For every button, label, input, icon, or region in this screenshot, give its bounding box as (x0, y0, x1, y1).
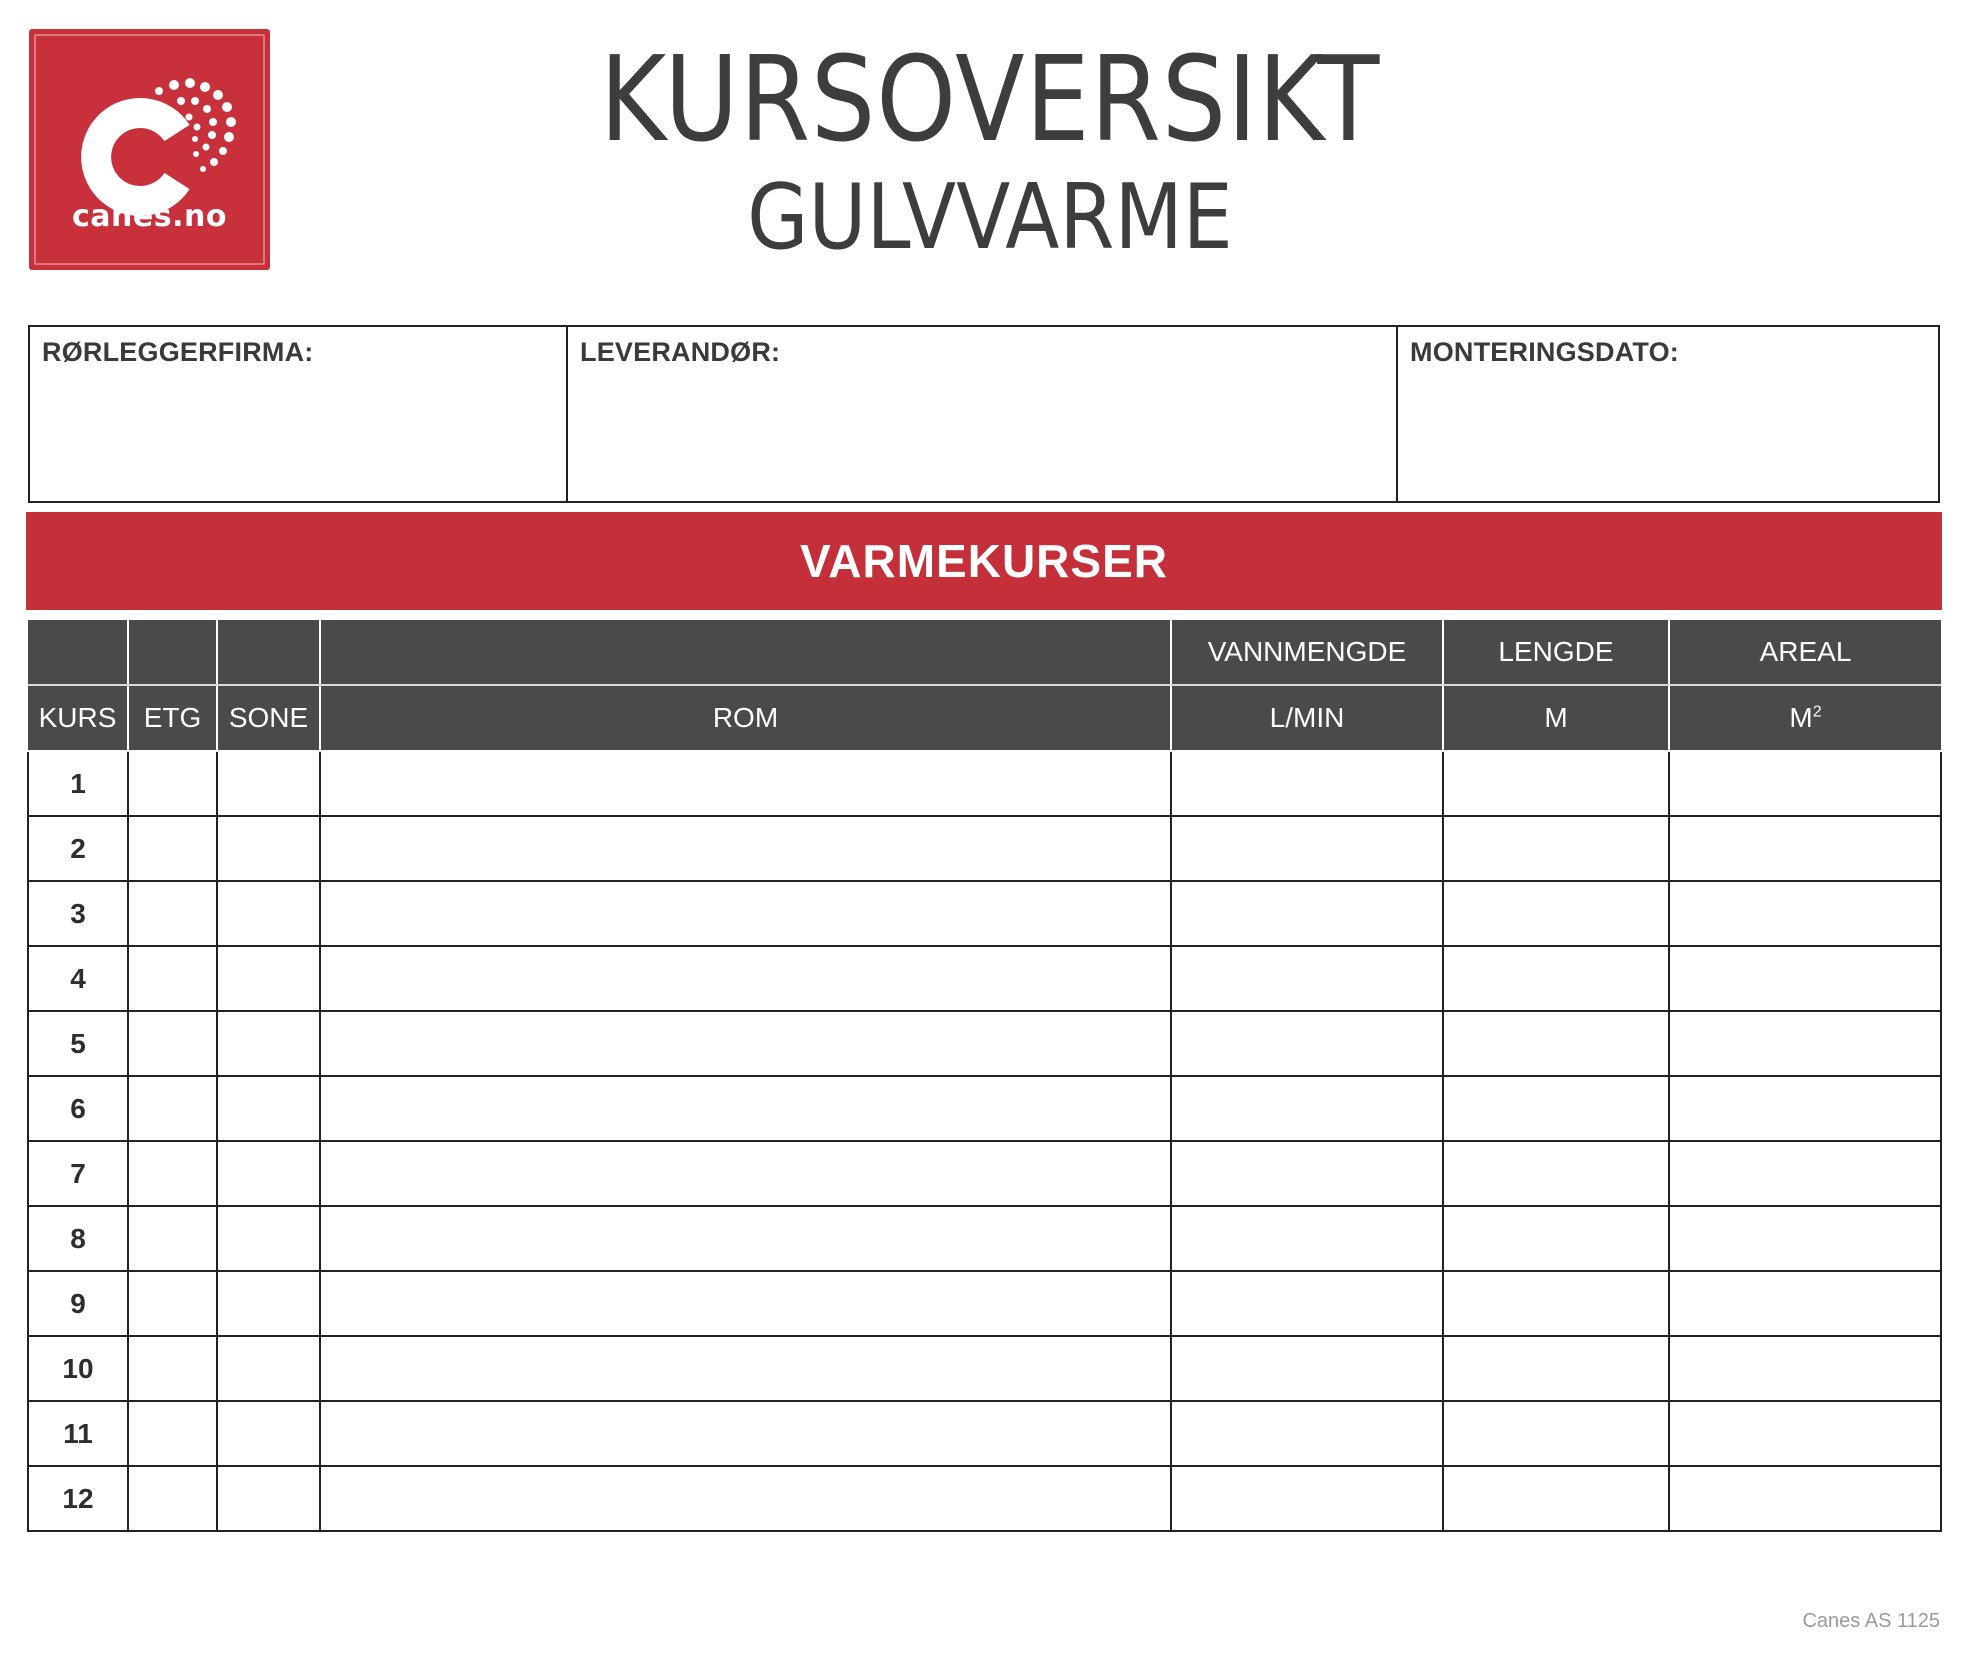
table-body (28, 751, 1941, 1531)
flow-cell[interactable] (1171, 1401, 1443, 1466)
table-row (28, 1011, 1941, 1076)
rom-cell[interactable] (320, 881, 1171, 946)
flow-cell[interactable] (1171, 1206, 1443, 1271)
sone-cell[interactable] (217, 1401, 320, 1466)
header-etg: ETG (128, 685, 217, 751)
rom-cell[interactable] (320, 1271, 1171, 1336)
sone-cell[interactable] (217, 1011, 320, 1076)
header-flow-unit: L/MIN (1171, 685, 1443, 751)
length-cell[interactable] (1443, 881, 1669, 946)
kurs-cell: 1 (28, 751, 128, 816)
area-unit-superscript: 2 (1812, 703, 1822, 721)
sone-cell[interactable] (217, 946, 320, 1011)
flow-cell[interactable] (1171, 1466, 1443, 1531)
plumber-field[interactable] (30, 327, 566, 501)
header-area-unit (1669, 685, 1941, 751)
header-rom: ROM (320, 685, 1171, 751)
area-cell[interactable] (1669, 946, 1941, 1011)
table-row (28, 881, 1941, 946)
length-cell[interactable] (1443, 1076, 1669, 1141)
etg-cell[interactable] (128, 1011, 217, 1076)
header-length-unit: M (1443, 685, 1669, 751)
rom-cell[interactable] (320, 751, 1171, 816)
area-cell[interactable] (1669, 751, 1941, 816)
sone-cell[interactable] (217, 1271, 320, 1336)
sone-cell[interactable] (217, 751, 320, 816)
etg-cell[interactable] (128, 751, 217, 816)
sone-cell[interactable] (217, 1466, 320, 1531)
etg-cell[interactable] (128, 816, 217, 881)
rom-cell[interactable] (320, 1206, 1171, 1271)
table-row (28, 1206, 1941, 1271)
length-cell[interactable] (1443, 1271, 1669, 1336)
area-cell[interactable] (1669, 1466, 1941, 1531)
area-unit-text: M (1789, 702, 1813, 733)
rom-cell[interactable] (320, 1076, 1171, 1141)
info-fields (28, 325, 1940, 503)
kurs-cell: 10 (28, 1336, 128, 1401)
footer-code: Canes AS 1125 (1802, 1610, 1940, 1632)
etg-cell[interactable] (128, 1206, 217, 1271)
kurs-cell: 4 (28, 946, 128, 1011)
logo-text: canes.no (72, 199, 227, 234)
header-empty-cell (28, 620, 128, 685)
flow-cell[interactable] (1171, 946, 1443, 1011)
header-kurs: KURS (28, 685, 128, 751)
etg-cell[interactable] (128, 881, 217, 946)
kurs-cell: 2 (28, 816, 128, 881)
area-cell[interactable] (1669, 1401, 1941, 1466)
rom-cell[interactable] (320, 1466, 1171, 1531)
flow-cell[interactable] (1171, 1141, 1443, 1206)
length-cell[interactable] (1443, 1336, 1669, 1401)
etg-cell[interactable] (128, 946, 217, 1011)
flow-cell[interactable] (1171, 1271, 1443, 1336)
area-cell[interactable] (1669, 881, 1941, 946)
etg-cell[interactable] (128, 1271, 217, 1336)
etg-cell[interactable] (128, 1141, 217, 1206)
length-cell[interactable] (1443, 1466, 1669, 1531)
header-empty-cell (128, 620, 217, 685)
kurs-cell: 5 (28, 1011, 128, 1076)
heating-circuits-table (27, 620, 1942, 1532)
canes-logo (29, 29, 270, 270)
kurs-cell: 7 (28, 1141, 128, 1206)
area-cell[interactable] (1669, 1141, 1941, 1206)
kurs-cell: 12 (28, 1466, 128, 1531)
table-row (28, 1401, 1941, 1466)
sone-cell[interactable] (217, 1336, 320, 1401)
table-row (28, 1076, 1941, 1141)
etg-cell[interactable] (128, 1336, 217, 1401)
sone-cell[interactable] (217, 881, 320, 946)
etg-cell[interactable] (128, 1401, 217, 1466)
sone-cell[interactable] (217, 1076, 320, 1141)
kurs-cell: 9 (28, 1271, 128, 1336)
area-cell[interactable] (1669, 1271, 1941, 1336)
kurs-cell: 6 (28, 1076, 128, 1141)
length-cell[interactable] (1443, 816, 1669, 881)
rom-cell[interactable] (320, 1401, 1171, 1466)
flow-cell[interactable] (1171, 881, 1443, 946)
header-area: AREAL (1669, 620, 1941, 685)
length-cell[interactable] (1443, 751, 1669, 816)
supplier-field[interactable] (566, 327, 1396, 501)
kurs-cell: 11 (28, 1401, 128, 1466)
date-label: MONTERINGSDATO: (1410, 337, 1679, 367)
table-row (28, 1336, 1941, 1401)
header-length: LENGDE (1443, 620, 1669, 685)
etg-cell[interactable] (128, 1076, 217, 1141)
header-row-top (28, 620, 1941, 685)
rom-cell[interactable] (320, 816, 1171, 881)
header-flow: VANNMENGDE (1171, 620, 1443, 685)
rom-cell[interactable] (320, 946, 1171, 1011)
table-row (28, 1466, 1941, 1531)
area-cell[interactable] (1669, 1011, 1941, 1076)
area-cell[interactable] (1669, 816, 1941, 881)
flow-cell[interactable] (1171, 816, 1443, 881)
plumber-label: RØRLEGGERFIRMA: (42, 337, 314, 367)
length-cell[interactable] (1443, 946, 1669, 1011)
flow-cell[interactable] (1171, 1011, 1443, 1076)
header-row-bottom (28, 685, 1941, 751)
kurs-cell: 8 (28, 1206, 128, 1271)
header-empty-cell (217, 620, 320, 685)
flow-cell[interactable] (1171, 1076, 1443, 1141)
etg-cell[interactable] (128, 1466, 217, 1531)
section-banner: VARMEKURSER (26, 512, 1942, 610)
kurs-cell: 3 (28, 881, 128, 946)
rom-cell[interactable] (320, 1011, 1171, 1076)
length-cell[interactable] (1443, 1141, 1669, 1206)
table-row (28, 1141, 1941, 1206)
page-title: KURSOVERSIKT (599, 30, 1381, 168)
flow-cell[interactable] (1171, 751, 1443, 816)
table-row (28, 816, 1941, 881)
area-cell[interactable] (1669, 1206, 1941, 1271)
length-cell[interactable] (1443, 1401, 1669, 1466)
sone-cell[interactable] (217, 816, 320, 881)
table-row (28, 946, 1941, 1011)
header-sone: SONE (217, 685, 320, 751)
page-subtitle: GULVVARME (747, 165, 1233, 270)
table-row (28, 751, 1941, 816)
date-field[interactable] (1396, 327, 1938, 501)
rom-cell[interactable] (320, 1336, 1171, 1401)
length-cell[interactable] (1443, 1206, 1669, 1271)
header-empty-cell (320, 620, 1171, 685)
length-cell[interactable] (1443, 1011, 1669, 1076)
area-cell[interactable] (1669, 1336, 1941, 1401)
supplier-label: LEVERANDØR: (580, 337, 781, 367)
rom-cell[interactable] (320, 1141, 1171, 1206)
sone-cell[interactable] (217, 1141, 320, 1206)
sone-cell[interactable] (217, 1206, 320, 1271)
table-row (28, 1271, 1941, 1336)
flow-cell[interactable] (1171, 1336, 1443, 1401)
area-cell[interactable] (1669, 1076, 1941, 1141)
